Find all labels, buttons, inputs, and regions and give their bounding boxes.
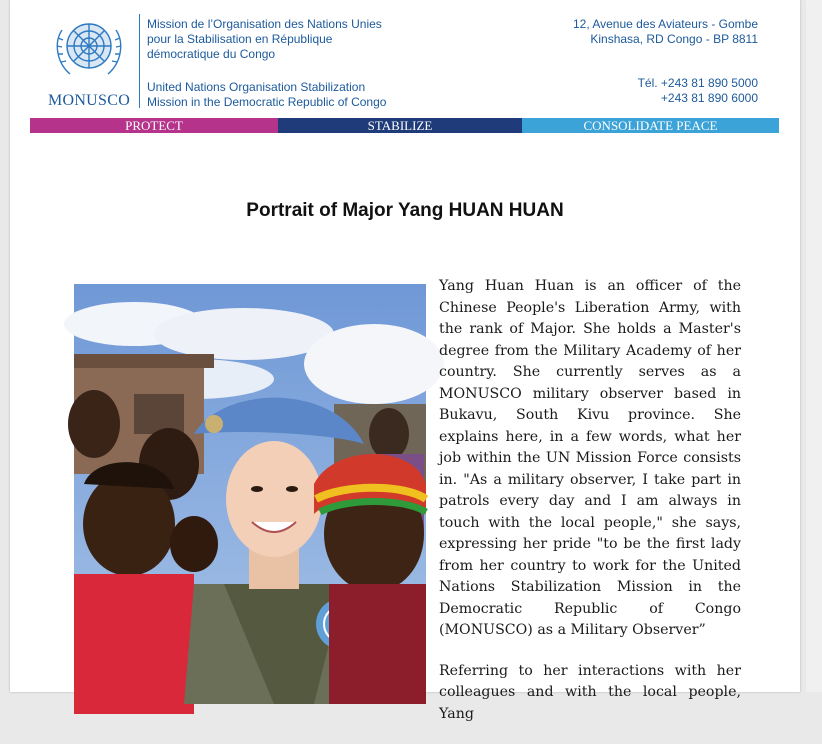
mission-en-line: Mission in the Democratic Republic of Congo bbox=[147, 95, 387, 109]
portrait-photo-illustration bbox=[74, 284, 426, 704]
address-block bbox=[518, 17, 758, 47]
un-emblem-icon bbox=[48, 12, 130, 82]
motto-protect: PROTECT bbox=[30, 118, 278, 133]
mission-fr-line: pour la Stabilisation en République bbox=[147, 32, 333, 46]
motto-band bbox=[30, 118, 779, 133]
vertical-scrollbar[interactable] bbox=[806, 0, 822, 692]
portrait-photo bbox=[74, 284, 426, 704]
article-paragraph: Yang Huan Huan is an officer of the Chinese People's Liberation Army, with the rank of Major. She holds a Master's degree from the Military Academy of her country. She currently serves as a MONUSCO military observer based in Bukavu, South Kivu province. She explains here, in a few words, what her job within the UN Mission Force consists in. "As a military observer, I take part in patrols every day and I am always in touch with the local people," she says, expressing her pride "to be the first lady from her country to work for the United Nations Stabilization Mission in the Democratic Republic of Congo (MONUSCO) as a Military Observer” bbox=[439, 278, 741, 638]
phone-line: Tél. +243 81 890 5000 bbox=[637, 76, 758, 90]
mission-en-line: United Nations Organisation Stabilization bbox=[147, 80, 366, 94]
address-line: 12, Avenue des Aviateurs - Gombe bbox=[572, 17, 758, 31]
motto-consolidate-peace: CONSOLIDATE PEACE bbox=[522, 118, 779, 133]
mission-fr-line: Mission de l’Organisation des Nations Unies bbox=[147, 17, 382, 31]
article-paragraph: Referring to her interactions with her colleagues and with the local people, Yang bbox=[439, 662, 741, 722]
phone-line: +243 81 890 6000 bbox=[660, 91, 758, 105]
page-title: Portrait of Major Yang HUAN HUAN bbox=[246, 200, 564, 221]
mission-fr-line: démocratique du Congo bbox=[147, 47, 276, 61]
document-page bbox=[10, 0, 800, 722]
article-body bbox=[439, 276, 741, 744]
mission-name-english bbox=[147, 80, 417, 110]
header-divider bbox=[139, 14, 140, 108]
motto-stabilize: STABILIZE bbox=[278, 118, 522, 133]
address-line: Kinshasa, RD Congo - BP 8811 bbox=[590, 32, 758, 46]
logo-text: MONUSCO bbox=[47, 92, 131, 109]
un-logo bbox=[34, 12, 144, 108]
mission-name-french bbox=[147, 17, 417, 62]
phone-block bbox=[558, 76, 758, 106]
